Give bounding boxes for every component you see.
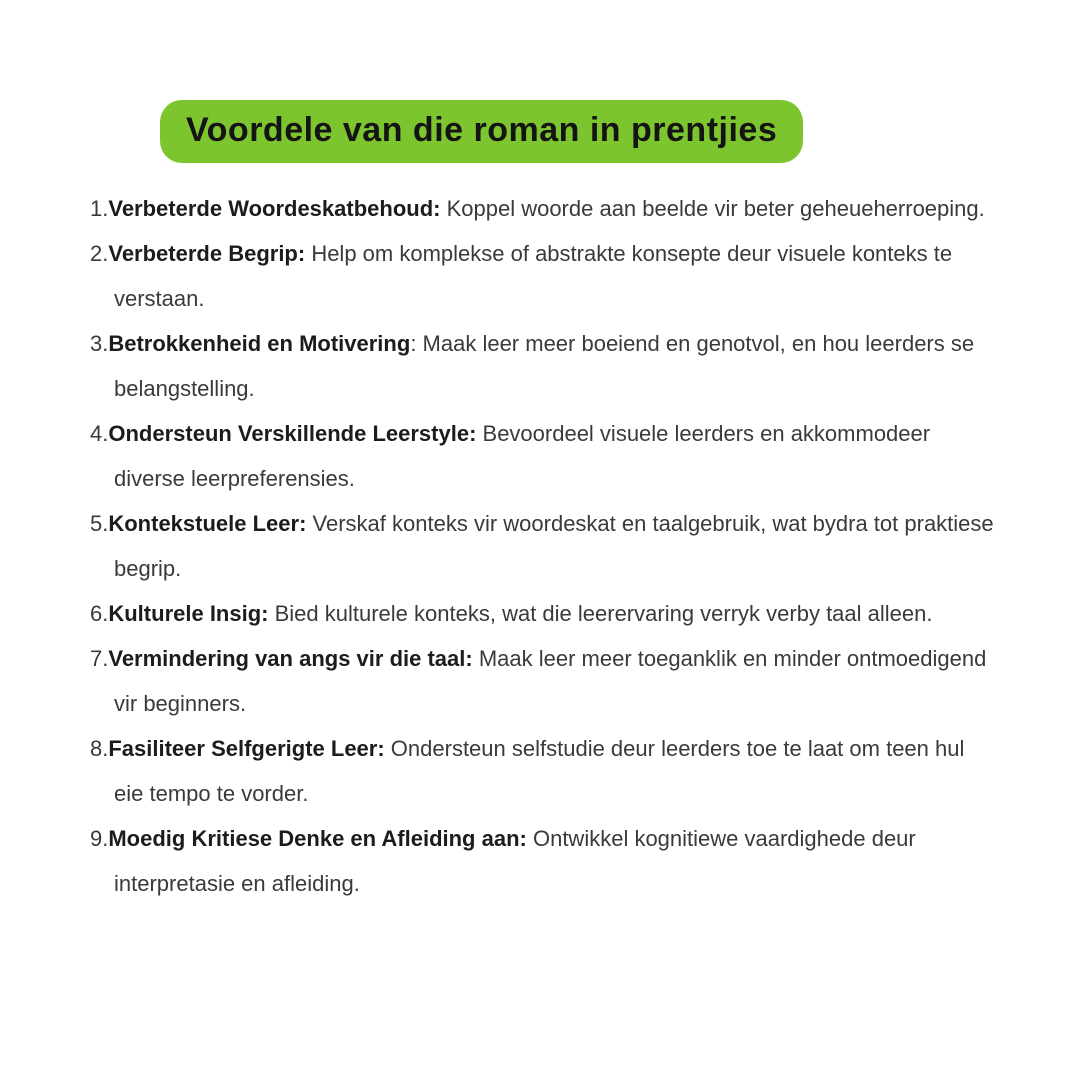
item-number: 8. (90, 736, 109, 761)
list-item (90, 186, 995, 231)
item-lead: Moedig Kritiese Denke en Afleiding aan: (108, 826, 533, 851)
item-text: Verskaf konteks vir woordeskat en taalgebruik, wat bydra tot praktiese begrip. (114, 511, 994, 581)
item-number: 2. (90, 241, 109, 266)
item-number: 6. (90, 601, 109, 626)
item-text: Bevoordeel visuele leerders en akkommodeer diverse leerpreferensies. (114, 421, 931, 491)
item-text: Help om komplekse of abstrakte konsepte deur visuele konteks te verstaan. (114, 241, 953, 311)
item-lead: Verbeterde Woordeskatbehoud: (108, 196, 447, 221)
benefits-list (90, 186, 995, 906)
list-item (90, 501, 995, 591)
item-lead: Vermindering van angs vir die taal: (108, 646, 479, 671)
list-item (90, 411, 995, 501)
title-banner (160, 100, 803, 163)
item-lead: Ondersteun Verskillende Leerstyle: (108, 421, 483, 446)
item-lead: Betrokkenheid en Motivering (108, 331, 411, 356)
item-number: 3. (90, 331, 109, 356)
page-title: Voordele van die roman in prentjies (186, 111, 778, 149)
list-item (90, 231, 995, 321)
item-text: Koppel woorde aan beelde vir beter geheueherroeping. (446, 196, 985, 221)
item-lead: Fasiliteer Selfgerigte Leer: (108, 736, 391, 761)
item-text: Ondersteun selfstudie deur leerders toe te laat om teen hul eie tempo te vorder. (114, 736, 965, 806)
item-text: Ontwikkel kognitiewe vaardighede deur interpretasie en afleiding. (114, 826, 916, 896)
item-text: Maak leer meer toeganklik en minder ontmoedigend vir beginners. (114, 646, 987, 716)
item-lead: Kulturele Insig: (108, 601, 275, 626)
list-item (90, 636, 995, 726)
item-number: 1. (90, 196, 109, 221)
item-number: 9. (90, 826, 109, 851)
list-item (90, 321, 995, 411)
list-item (90, 726, 995, 816)
item-number: 5. (90, 511, 109, 536)
item-lead: Verbeterde Begrip: (108, 241, 312, 266)
item-number: 7. (90, 646, 109, 671)
item-text: : Maak leer meer boeiend en genotvol, en hou leerders se belangstelling. (114, 331, 975, 401)
item-number: 4. (90, 421, 109, 446)
list-item (90, 816, 995, 906)
item-lead: Kontekstuele Leer: (108, 511, 313, 536)
list-item (90, 591, 995, 636)
item-text: Bied kulturele konteks, wat die leerervaring verryk verby taal alleen. (274, 601, 933, 626)
